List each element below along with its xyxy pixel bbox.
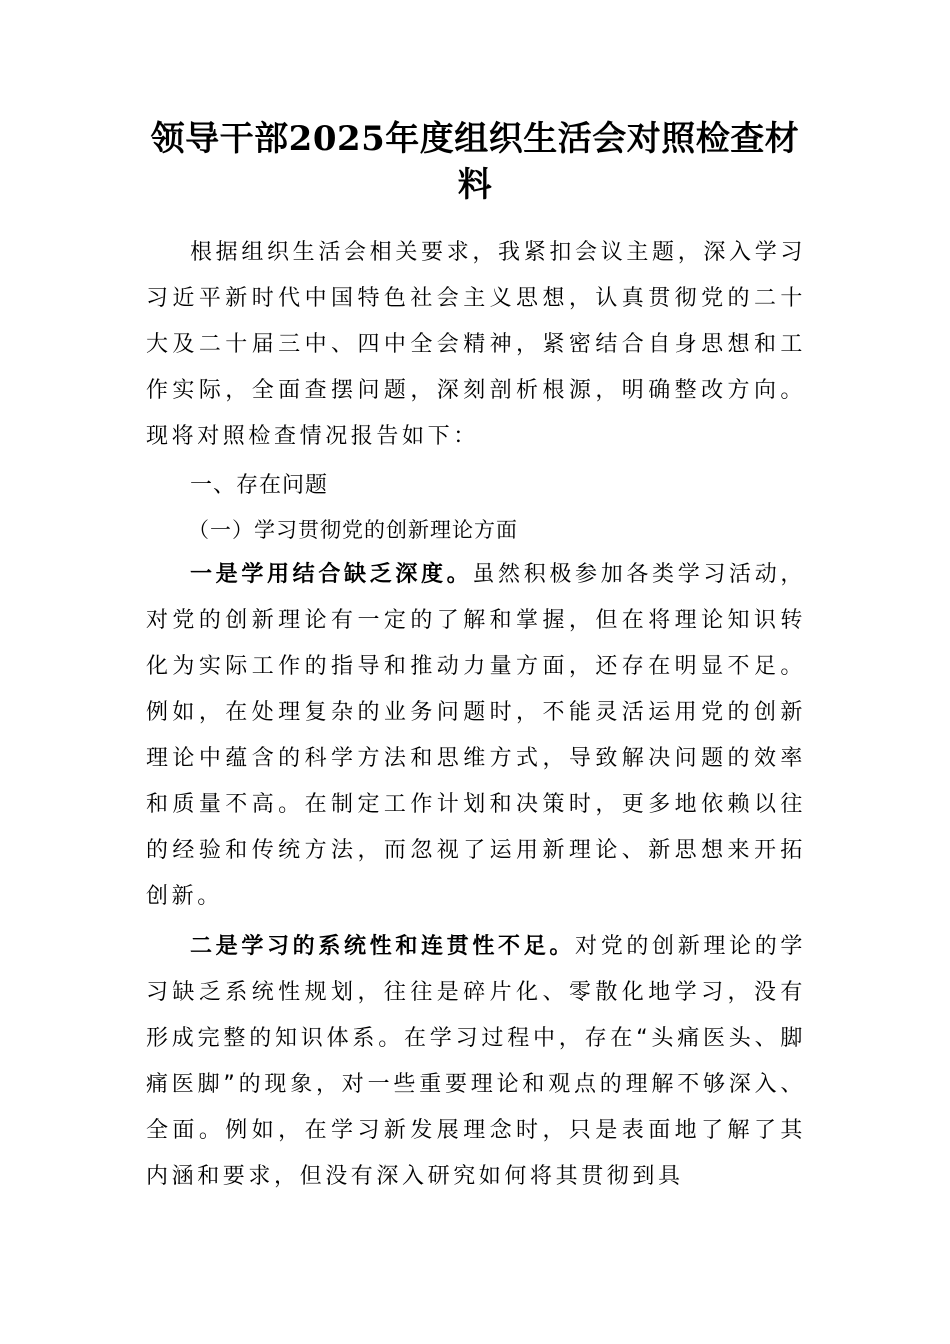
point-2-lead: 二是学习的系统性和连贯性不足。 bbox=[190, 934, 576, 959]
point-1-paragraph bbox=[146, 552, 806, 920]
document-title: 领导干部2025年度组织生活会对照检查材料 bbox=[150, 119, 800, 205]
document-body bbox=[146, 230, 806, 1200]
intro-paragraph: 根据组织生活会相关要求，我紧扣会议主题，深入学习习近平新时代中国特色社会主义思想，认真贯彻党的二十大及二十届三中、四中全会精神，紧密结合自身思想和工作实际，全面查摆问题，深刻剖析根源，明确整改方向。现将对照检查情况报告如下： bbox=[146, 240, 806, 449]
point-1-lead: 一是学用结合缺乏深度。 bbox=[190, 562, 473, 587]
point-2-paragraph bbox=[146, 924, 806, 1200]
section-heading: 一、存在问题 bbox=[190, 473, 329, 498]
subsection-heading: （一）学习贯彻党的创新理论方面 bbox=[188, 518, 518, 542]
point-2-text: 对党的创新理论的学习缺乏系统性规划，往往是碎片化、零散化地学习，没有形成完整的知识体系。在学习过程中，存在“头痛医头、脚痛医脚”的现象，对一些重要理论和观点的理解不够深入、全面。例如，在学习新发展理念时，只是表面地了解了其内涵和要求，但没有深入研究如何将其贯彻到具 bbox=[146, 934, 806, 1189]
point-1-text: 虽然积极参加各类学习活动，对党的创新理论有一定的了解和掌握，但在将理论知识转化为实际工作的指导和推动力量方面，还存在明显不足。例如，在处理复杂的业务问题时，不能灵活运用党的创新理论中蕴含的科学方法和思维方式，导致解决问题的效率和质量不高。在制定工作计划和决策时，更多地依赖以往的经验和传统方法，而忽视了运用新理论、新思想来开拓创新。 bbox=[146, 562, 806, 909]
